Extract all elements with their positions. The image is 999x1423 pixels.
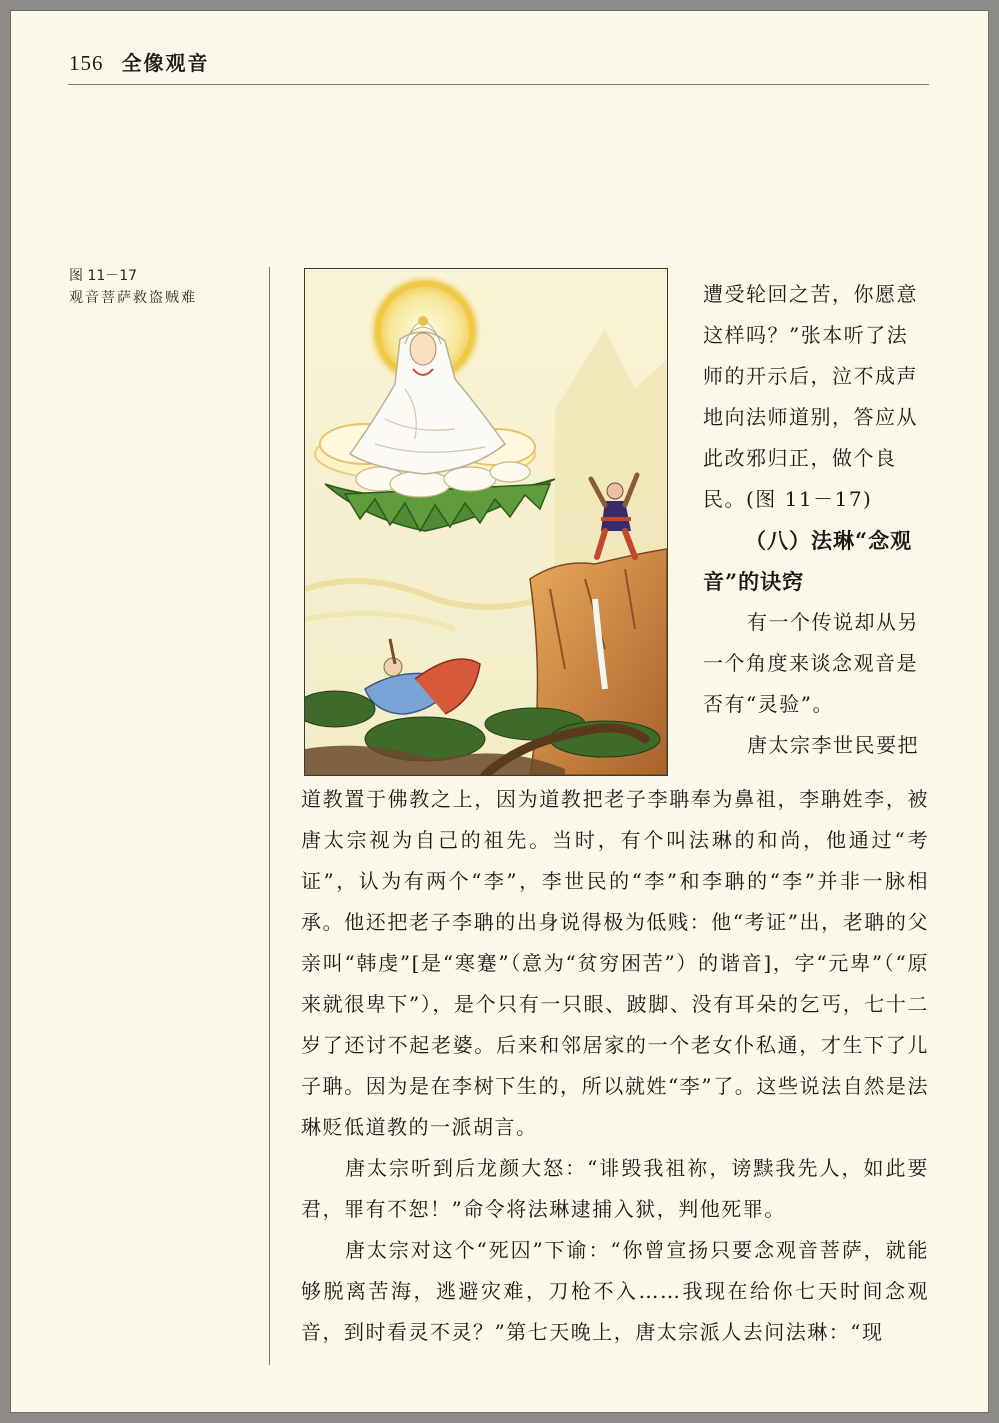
paragraph-1: 遭受轮回之苦，你愿意这样吗？”张本听了法师的开示后，泣不成声地向法师道别，答应从此改邪归正，做个良民。(图 11－17) [703, 282, 918, 511]
figure-title: 观音菩萨救盗贼难 [69, 290, 197, 306]
book-page [10, 10, 989, 1413]
page-number: 156 [69, 51, 104, 75]
figure-label: 图 11－17 [69, 268, 138, 284]
side-column-text [703, 274, 929, 766]
paragraph-5: 唐太宗对这个“死囚”下谕：“你曾宣扬只要念观音菩萨，就能够脱离苦海，逃避灾难，刀枪不入……我现在给你七天时间念观音，到时看灵不灵？”第七天晚上，唐太宗派人去问法琳：“现 [301, 1238, 929, 1344]
paragraph-3-rest: 道教置于佛教之上，因为道教把老子李聃奉为鼻祖，李聃姓李，被唐太宗视为自己的祖先。当时，有个叫法琳的和尚，他通过“考证”，认为有两个“李”，李世民的“李”和李聃的“李”并非一脉相承。他还把老子李聃的出身说得极为低贱：他“考证”出，老聃的父亲叫“韩虔”[是“寒蹇”（意为“贫穷困苦”）的谐音]，字“元卑”（“原来就很卑下”），是个只有一只眼、跛脚、没有耳朵的乞丐，七十二岁了还讨不起老婆。后来和邻居家的一个老女仆私通，才生下了儿子聃。因为是在李树下生的，所以就姓“李”了。这些说法自然是法琳贬低道教的一派胡言。 [301, 787, 929, 1139]
running-header [69, 47, 929, 76]
book-title: 全像观音 [121, 51, 210, 75]
margin-divider [269, 267, 270, 1365]
body-text [301, 779, 929, 1353]
paragraph-4: 唐太宗听到后龙颜大怒：“诽毁我祖祢，谤黩我先人，如此要君，罪有不恕！”命令将法琳逮捕入狱，判他死罪。 [301, 1156, 929, 1221]
section-heading: （八）法琳“念观音”的诀窍 [703, 528, 913, 594]
header-rule [68, 84, 929, 85]
illustration-art [305, 269, 667, 775]
guanyin-illustration [304, 268, 668, 776]
paragraph-3-start: 唐太宗李世民要把 [747, 733, 919, 757]
figure-caption [69, 265, 259, 309]
paragraph-2: 有一个传说却从另一个角度来谈念观音是否有“灵验”。 [703, 610, 919, 716]
